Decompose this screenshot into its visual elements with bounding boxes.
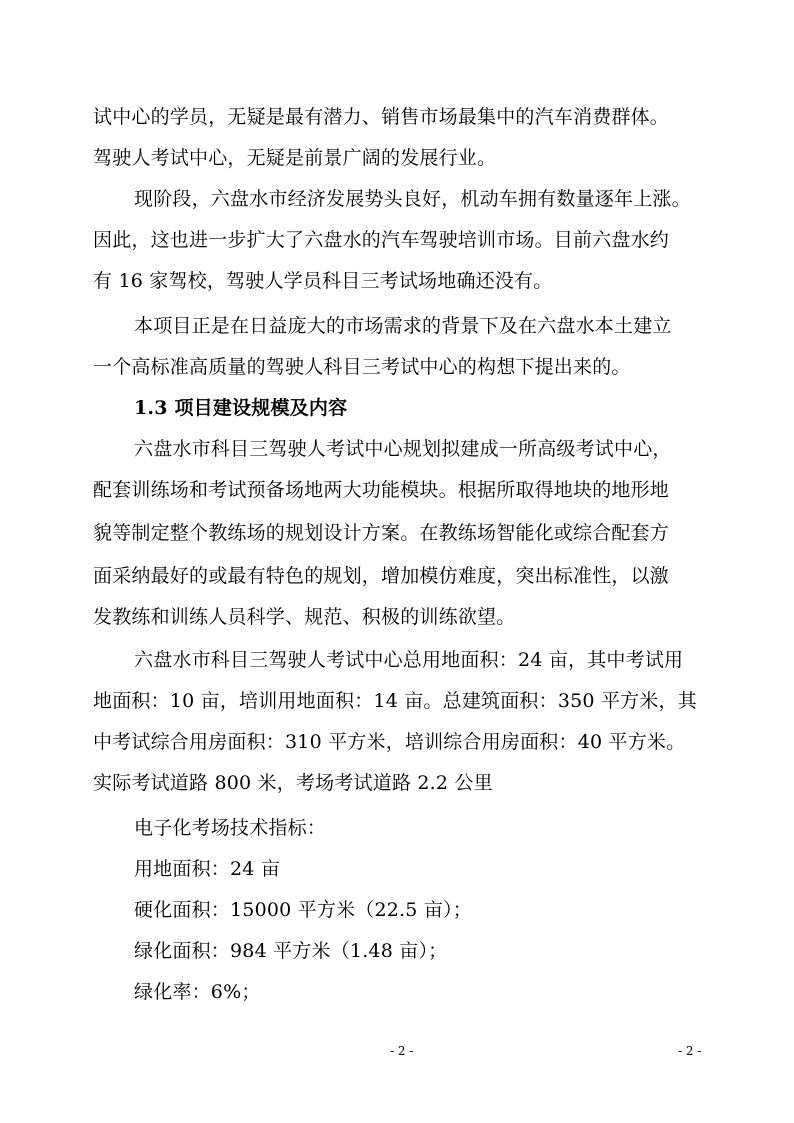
body-text-line: 驾驶人考试中心，无疑是前景广阔的发展行业。 bbox=[93, 147, 497, 169]
page-number: - 2 - bbox=[678, 1044, 702, 1058]
body-text-line: 貌等制定整个教练场的规划设计方案。在教练场智能化或综合配套方 bbox=[93, 522, 670, 544]
page-number: - 2 - bbox=[390, 1044, 414, 1058]
body-text-line: 配套训练场和考试预备场地两大功能模块。根据所取得地块的地形地 bbox=[93, 479, 670, 501]
body-text-line: 绿化面积：984 平方米（1.48 亩）； bbox=[134, 940, 448, 962]
body-text-line: 中考试综合用房面积：310 平方米，培训综合用房面积：40 平方米。 bbox=[93, 731, 686, 753]
body-text-line: 现阶段，六盘水市经济发展势头良好，机动车拥有数量逐年上涨。 bbox=[134, 188, 691, 210]
body-text-line: 有 16 家驾校，驾驶人学员科目三考试场地确还没有。 bbox=[93, 270, 553, 292]
section-heading: 1.3 项目建设规模及内容 bbox=[134, 397, 348, 419]
body-text-line: 绿化率：6%； bbox=[134, 981, 261, 1003]
body-text-line: 本项目正是在日益庞大的市场需求的背景下及在六盘水本土建立 bbox=[134, 315, 672, 337]
body-text-line: 面采纳最好的或最有特色的规划，增加模仿难度，突出标准性，以激 bbox=[93, 565, 670, 587]
body-text-line: 因此，这也进一步扩大了六盘水的汽车驾驶培训市场。目前六盘水约 bbox=[93, 229, 670, 251]
body-text-line: 发教练和训练人员科学、规范、积极的训练欲望。 bbox=[93, 606, 516, 628]
body-text-line: 试中心的学员，无疑是最有潜力、销售市场最集中的汽车消费群体。 bbox=[93, 106, 670, 128]
body-text-line: 硬化面积：15000 平方米（22.5 亩）； bbox=[134, 899, 472, 921]
body-text-line: 六盘水市科目三驾驶人考试中心规划拟建成一所高级考试中心， bbox=[134, 438, 672, 460]
body-text-line: 用地面积：24 亩 bbox=[134, 858, 281, 880]
body-text-line: 一个高标准高质量的驾驶人科目三考试中心的构想下提出来的。 bbox=[93, 356, 631, 378]
body-text-line: 实际考试道路 800 米，考场考试道路 2.2 公里 bbox=[93, 772, 493, 794]
body-text-line: 六盘水市科目三驾驶人考试中心总用地面积：24 亩，其中考试用 bbox=[134, 649, 684, 671]
body-text-line: 电子化考场技术指标： bbox=[134, 817, 327, 839]
body-text-line: 地面积：10 亩，培训用地面积：14 亩。总建筑面积：350 平方米，其 bbox=[93, 690, 697, 712]
